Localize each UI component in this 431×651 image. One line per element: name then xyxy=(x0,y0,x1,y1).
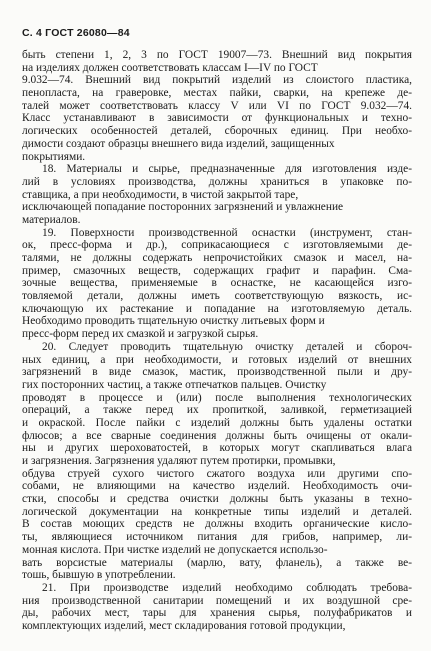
text-line: товляемой детали, должны иметь соответствующую вязкость, ис- xyxy=(22,290,412,303)
text-line: 9.032—74. Внешний вид покрытий изделий из слоистого пластика, xyxy=(22,74,412,87)
text-line: В состав моющих средств не должны входить органические кисло- xyxy=(22,518,412,531)
text-line: пример, смазочных веществ, содержащих графит и парафин. Сма- xyxy=(22,264,412,277)
text-line: ны и других шероховатостей, в которых могут скапливаться влага xyxy=(22,442,412,455)
text-line: логических особенностей деталей, сборочных единиц. При необхо- xyxy=(22,125,412,138)
text-line: ты, являющиеся источником питания для грибов, например, ли- xyxy=(22,531,412,544)
text-line: ния производственной санитарии помещений и их воздушной сре- xyxy=(22,594,412,607)
text-line: обдува струей сухого чистого сжатого воздуха или другими спо- xyxy=(22,467,412,480)
text-line: 19. Поверхности производственной оснастки (инструмент, стан- xyxy=(42,226,412,239)
text-line: вать ворсистые материалы (марлю, вату, фланель), а также ве- xyxy=(22,556,412,569)
text-line: 18. Материалы и сырье, предназначенные для изготовления изде- xyxy=(42,163,412,176)
text-line: зочные вещества, применяемые в оснастке, не касающейся изго- xyxy=(22,277,412,290)
text-line: на изделиях должен соответствовать классам I—IV по ГОСТ xyxy=(22,61,318,74)
text-line: и загрязнения. Загрязнения удаляют путем протирки, промывки, xyxy=(22,455,336,467)
text-line: проводят в процессе и (или) после выполнения технологических xyxy=(22,391,412,404)
text-line: гих посторонних частиц, а также отпечатков пальцев. Очистку xyxy=(22,378,327,391)
text-line: флюсов; а все сварные соединения должны быть очищены от окали- xyxy=(22,429,412,442)
text-line: быть степени 1, 2, 3 по ГОСТ 19007—73. Внешний вид покрытия xyxy=(22,49,412,61)
text-line: ставщика, а при необходимости, в чистой закрытой таре, xyxy=(22,188,299,201)
body-text xyxy=(22,49,412,633)
text-line: 20. Следует проводить тщательную очистку деталей и сбороч- xyxy=(42,340,412,353)
text-line: материалов. xyxy=(22,213,81,226)
text-line: операций, а также перед их пропиткой, заливкой, герметизацией xyxy=(22,404,412,417)
text-line: ок, пресс-форма и др.), соприкасающиеся с изготовляемыми де- xyxy=(22,239,412,252)
text-line: покрытиями. xyxy=(22,150,86,163)
text-line: талями, не должны содержать непрочистойких смазок и масел, на- xyxy=(22,252,412,264)
text-line: лий в условиях производства, должны храниться в упаковке по- xyxy=(22,175,412,188)
text-line: ных единиц, а при необходимости, и готовых изделий от внешних xyxy=(22,353,412,366)
text-line: комплектующих изделий, мест складирования готовой продукции, xyxy=(22,619,346,632)
text-line: пресс-форм перед их смазкой и загрузкой сырья. xyxy=(22,328,259,341)
text-line: монная кислота. При чистке изделий не допускается использо- xyxy=(22,543,328,556)
text-line: Класс устанавливают в зависимости от функциональных и техно- xyxy=(22,112,412,125)
text-line: логической документации на конкретные типы изделий и деталей. xyxy=(22,505,412,518)
text-line: исключающей попадание посторонних загрязнений и увлажнение xyxy=(22,201,344,214)
text-line: собами, не влияющими на качество изделий. Необходимость очи- xyxy=(22,480,412,493)
text-line: ключающую их растекание и попадание на изготовляемую деталь. xyxy=(22,302,412,315)
text-line: талей может соответствовать классу V или VI по ГОСТ 9.032—74. xyxy=(22,99,412,112)
text-line: тошь, бывшую в употреблении. xyxy=(22,569,176,582)
text-line: димости создают образцы внешнего вида изделий, защищенных xyxy=(22,137,335,150)
text-line: загрязнений в виде смазок, мастик, производственной пыли и дру- xyxy=(22,366,412,379)
text-line: ды, рабочих мест, тары для хранения сырья, полуфабрикатов и xyxy=(22,607,412,620)
text-line: стки, способы и средства очистки должны быть указаны в техно- xyxy=(22,493,412,506)
text-line: и окраской. После пайки с изделий должны быть удалены остатки xyxy=(22,416,412,429)
page-header: С. 4 ГОСТ 26080—84 xyxy=(22,27,130,39)
text-line: Необходимо проводить тщательную очистку литьевых форм и xyxy=(22,315,325,328)
text-line: пенопласта, на граверовке, местах пайки, сварки, на крепеже де- xyxy=(22,87,412,100)
text-line: 21. При производстве изделий необходимо соблюдать требова- xyxy=(42,581,412,594)
